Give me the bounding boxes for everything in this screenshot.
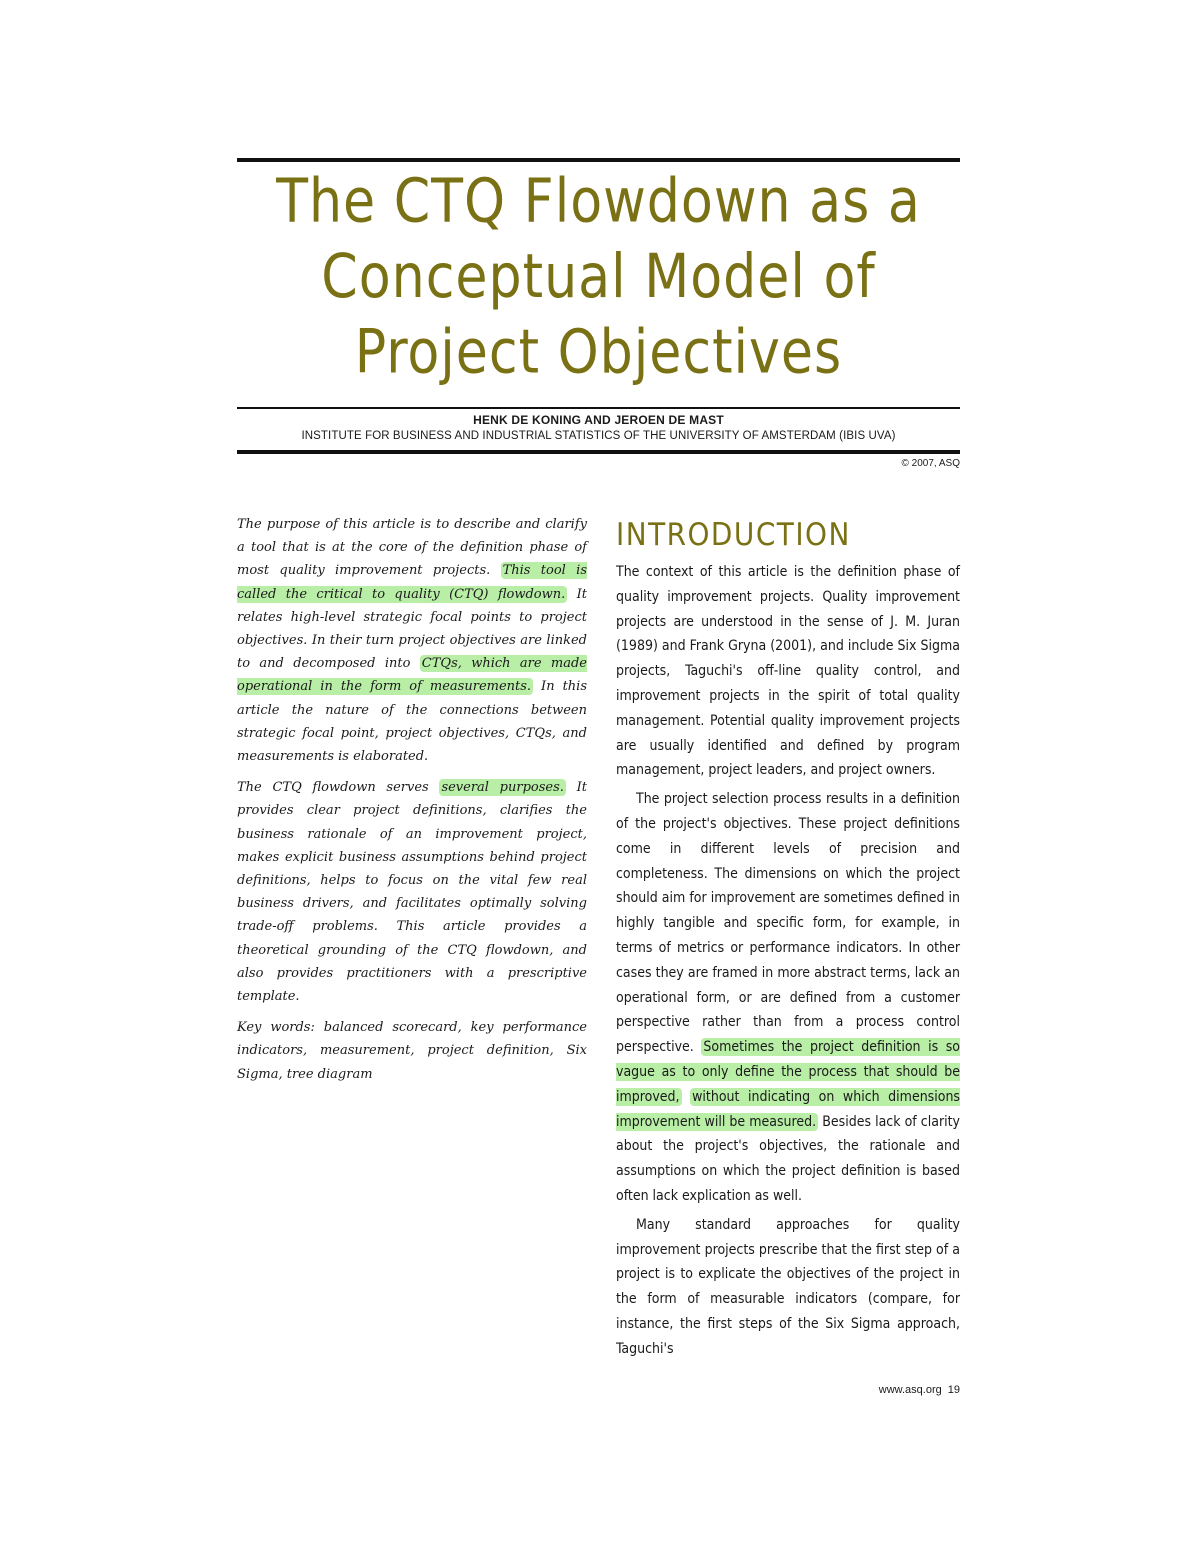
intro-text: Besides lack of clarity about the project's objectives, the rationale and assumptions on which the project definition is based often lack explication as well. bbox=[616, 1113, 961, 1204]
highlight: CTQs, which are made operational in the form of measurements. bbox=[237, 656, 588, 695]
abstract bbox=[237, 513, 587, 1094]
keywords: Key words: balanced scorecard, key performance indicators, measurement, project definition, Six Sigma, tree diagram bbox=[237, 1020, 587, 1082]
abstract-paragraph-2 bbox=[237, 776, 587, 1008]
page-footer bbox=[879, 1384, 960, 1396]
highlight: This tool is called the critical to quality (CTQ) flowdown. bbox=[237, 563, 587, 602]
abstract-text: It relates high-level strategic focal points to project objectives. In their turn project objectives are linked to and decomposed into bbox=[237, 586, 588, 672]
authors: HENK DE KONING AND JEROEN DE MAST bbox=[473, 413, 724, 427]
title-rule bbox=[237, 407, 960, 409]
section-heading: INTRODUCTION bbox=[616, 517, 851, 553]
abstract-text: It provides clear project definitions, clarifies the business rationale of an improvement project, makes explicit business assumptions behind project definitions, helps to focus on the vital few real business drivers, and facilitates optimally solving trade-off problems. This article provides a theoretical grounding of the CTQ flowdown, and also provides practitioners with a prescriptive template. bbox=[237, 780, 587, 1005]
footer-url: www.asq.org bbox=[878, 1384, 942, 1396]
highlight: several purposes. bbox=[441, 780, 564, 796]
affiliation: INSTITUTE FOR BUSINESS AND INDUSTRIAL STATISTICS OF THE UNIVERSITY OF AMSTERDAM (IBIS UVA) bbox=[301, 430, 896, 442]
page-number: 19 bbox=[947, 1384, 960, 1396]
intro-paragraph-2 bbox=[616, 787, 960, 1209]
abstract-text: The CTQ flowdown serves bbox=[237, 780, 440, 796]
introduction-body bbox=[616, 560, 960, 1362]
highlight: without indicating on which dimensions improvement will be measured. bbox=[616, 1088, 960, 1130]
intro-text: The project selection process results in a definition of the project's objectives. These project definitions come in different levels of precision and completeness. The dimensions on which the project should aim for improvement are sometimes defined in highly tangible and specific form, for example, in terms of metrics or performance indicators. In other cases they are framed in more abstract terms, lack an operational form, or are defined from a customer perspective rather than from a process control perspective. bbox=[616, 791, 960, 1056]
abstract-text: In this article the nature of the connections between strategic focal point, project objectives, CTQs, and measurements is elaborated. bbox=[237, 679, 587, 765]
intro-paragraph-3: Many standard approaches for quality improvement projects prescribe that the first step of a project is to explicate the objectives of the project in the form of measurable indicators (compare, for instance, the first steps of the Six Sigma approach, Taguchi's bbox=[616, 1216, 960, 1357]
top-rule bbox=[237, 158, 960, 162]
intro-text bbox=[682, 1089, 691, 1105]
copyright: © 2007, ASQ bbox=[901, 458, 960, 469]
title-line-2: Conceptual Model of bbox=[321, 240, 876, 312]
title-line-3: Project Objectives bbox=[354, 315, 843, 388]
header-bottom-rule bbox=[237, 450, 960, 454]
abstract-text: The purpose of this article is to describe and clarify a tool that is at the core of the definition phase of most quality improvement projects. bbox=[237, 517, 587, 579]
title-line-1: The CTQ Flowdown as a bbox=[276, 164, 921, 237]
article-title bbox=[237, 163, 960, 390]
highlight: Sometimes the project definition is so vague as to only define the process that should be improved, bbox=[616, 1039, 960, 1105]
abstract-paragraph-1 bbox=[237, 513, 587, 768]
intro-paragraph-1: The context of this article is the definition phase of quality improvement projects. Quality improvement projects are understood in the sense of J. M. Juran (1989) and Frank Gryna (2001), and include Six Sigma projects, Taguchi's off-line quality control, and improvement projects in the spirit of total quality management. Potential quality improvement projects are usually identified and defined by program management, project leaders, and project owners. bbox=[616, 564, 960, 779]
